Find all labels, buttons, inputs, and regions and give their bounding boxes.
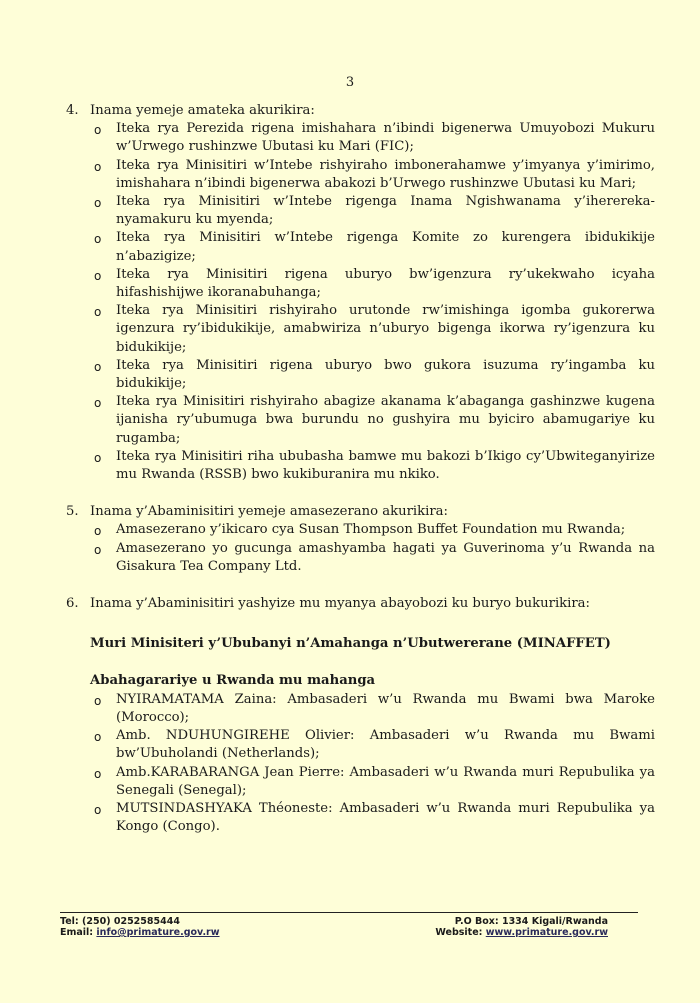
list-item-text: Iteka rya Minisitiri riha ububasha bamwe mu bakozi b’Ikigo cy’Ubwiteganyirize mu Rwanda (RSSB) bwo kukiburanira mu nkiko. [116, 448, 655, 483]
page-number: 3 [345, 75, 355, 90]
bullet-marker: o [94, 730, 102, 745]
ministry-subheading: Muri Minisiteri y’Ububanyi n’Amahanga n’Ubutwererane (MINAFFET) [90, 636, 611, 652]
bullet-marker: o [94, 802, 102, 817]
list-item [92, 229, 655, 265]
section-6 [60, 595, 655, 836]
section-title: Inama y’Abaminisitiri yemeje amasezerano akurikira: [90, 504, 448, 520]
section-number: 5. [66, 504, 79, 520]
bullet-marker: o [94, 123, 102, 138]
bullet-marker: o [94, 305, 102, 320]
list-item [92, 800, 655, 836]
list-item [92, 727, 655, 763]
list-item [92, 691, 655, 727]
website-link[interactable]: www.primature.gov.rw [485, 927, 608, 938]
list-item-text: Iteka rya Minisitiri rigena uburyo bwo gukora isuzuma ry’ingamba ku bidukikije; [116, 357, 655, 392]
list-item [92, 193, 655, 229]
list-item-text: Amb. NDUHUNGIREHE Olivier: Ambasaderi w’u Rwanda mu Bwami bw’Ubuholandi (Netherlands); [116, 728, 655, 762]
list-item [92, 393, 655, 448]
footer-email-label: Email: [60, 927, 97, 938]
section-number: 4. [66, 103, 79, 118]
list-item [92, 357, 655, 393]
bullet-marker: o [94, 159, 102, 174]
section-number: 6. [66, 596, 79, 612]
footer-pobox: P.O Box: 1334 Kigali/Rwanda [454, 916, 608, 927]
bullet-marker: o [94, 268, 102, 283]
list-item-text: Amb.KARABARANGA Jean Pierre: Ambasaderi w’u Rwanda muri Repubulika ya Senegali (Senegal); [116, 764, 655, 798]
list-item [92, 764, 655, 800]
bullet-marker: o [94, 196, 102, 211]
list-item-text: Iteka rya Minisitiri w’Intebe rigenga Komite zo kurengera ibidukikije n’abazigize; [116, 230, 655, 264]
bullet-marker: o [94, 524, 102, 539]
bullet-marker: o [94, 450, 102, 465]
list-item-text: Amasezerano yo gucunga amashyamba hagati ya Guverinoma y’u Rwanda na Gisakura Tea Company Ltd. [116, 540, 655, 574]
list-item-text: Amasezerano y’ikicaro cya Susan Thompson Buffet Foundation mu Rwanda; [116, 522, 626, 538]
bullet-marker: o [94, 396, 102, 411]
decree-list [60, 120, 655, 484]
section-4 [60, 102, 655, 484]
bullet-marker: o [94, 359, 102, 374]
document-body [60, 102, 655, 855]
list-item-text: Iteka rya Minisitiri rishyiraho urutonde rw’imishinga igomba gukorerwa igenzura ry’ibidukikije, amabwiriza n’uburyo bigenga ikorwa ry’igenzura ku bidukikije; [116, 303, 655, 355]
list-item-text: MUTSINDASHYAKA Théoneste: Ambasaderi w’u Rwanda muri Repubulika ya Kongo (Congo). [116, 800, 655, 835]
agreement-list [60, 521, 655, 576]
bullet-marker: o [94, 542, 102, 557]
list-item [92, 448, 655, 484]
list-item [92, 302, 655, 357]
email-link[interactable]: info@primature.gov.rw [96, 927, 220, 938]
list-item-text: NYIRAMATAMA Zaina: Ambasaderi w’u Rwanda mu Bwami bwa Maroke (Morocco); [116, 691, 655, 725]
list-item [92, 540, 655, 576]
list-item-text: Iteka rya Perezida rigena imishahara n’ibindi bigenerwa Umuyobozi Mukuru w’Urwego rushinzwe Ubutasi ku Mari (FIC); [116, 121, 655, 155]
list-item [92, 157, 655, 193]
section-5 [60, 503, 655, 576]
footer-email-line [60, 927, 220, 938]
page-footer [60, 912, 638, 938]
list-item-text: Iteka rya Minisitiri rigena uburyo bw’igenzura ry’ukekwaho icyaha hifashishijwe ikoranabuhanga; [116, 266, 655, 301]
list-item-text: Iteka rya Minisitiri rishyiraho abagize akanama k’abaganga gashinzwe kugena ijanisha ry’ubumuga bwa burundu no gushyira mu byiciro abamugariye ku rugamba; [116, 394, 655, 446]
list-item [92, 120, 655, 156]
footer-website-label: Website: [435, 927, 486, 938]
appointment-list [60, 691, 655, 837]
list-item [92, 266, 655, 302]
footer-website-line [435, 927, 608, 938]
list-item-text: Iteka rya Minisitiri w’Intebe rigenga Inama Ngishwanama y’iherereka-nyamakuru ku myenda; [116, 194, 655, 228]
bullet-marker: o [94, 693, 102, 708]
bullet-marker: o [94, 232, 102, 247]
list-item-text: Iteka rya Minisitiri w’Intebe rishyiraho imbonerahamwe y’imyanya y’imirimo, imishahara n’ibindi bigenerwa abakozi b’Urwego rushinzwe Ubutasi ku Mari; [116, 157, 655, 191]
section-title: Inama yemeje amateka akurikira: [90, 103, 315, 118]
bullet-marker: o [94, 766, 102, 781]
section-title: Inama y’Abaminisitiri yashyize mu myanya abayobozi ku buryo bukurikira: [90, 596, 590, 612]
footer-tel: Tel: (250) 0252585444 [60, 916, 180, 927]
list-item [92, 521, 655, 539]
envoys-subheading: Abahagarariye u Rwanda mu mahanga [90, 673, 376, 689]
